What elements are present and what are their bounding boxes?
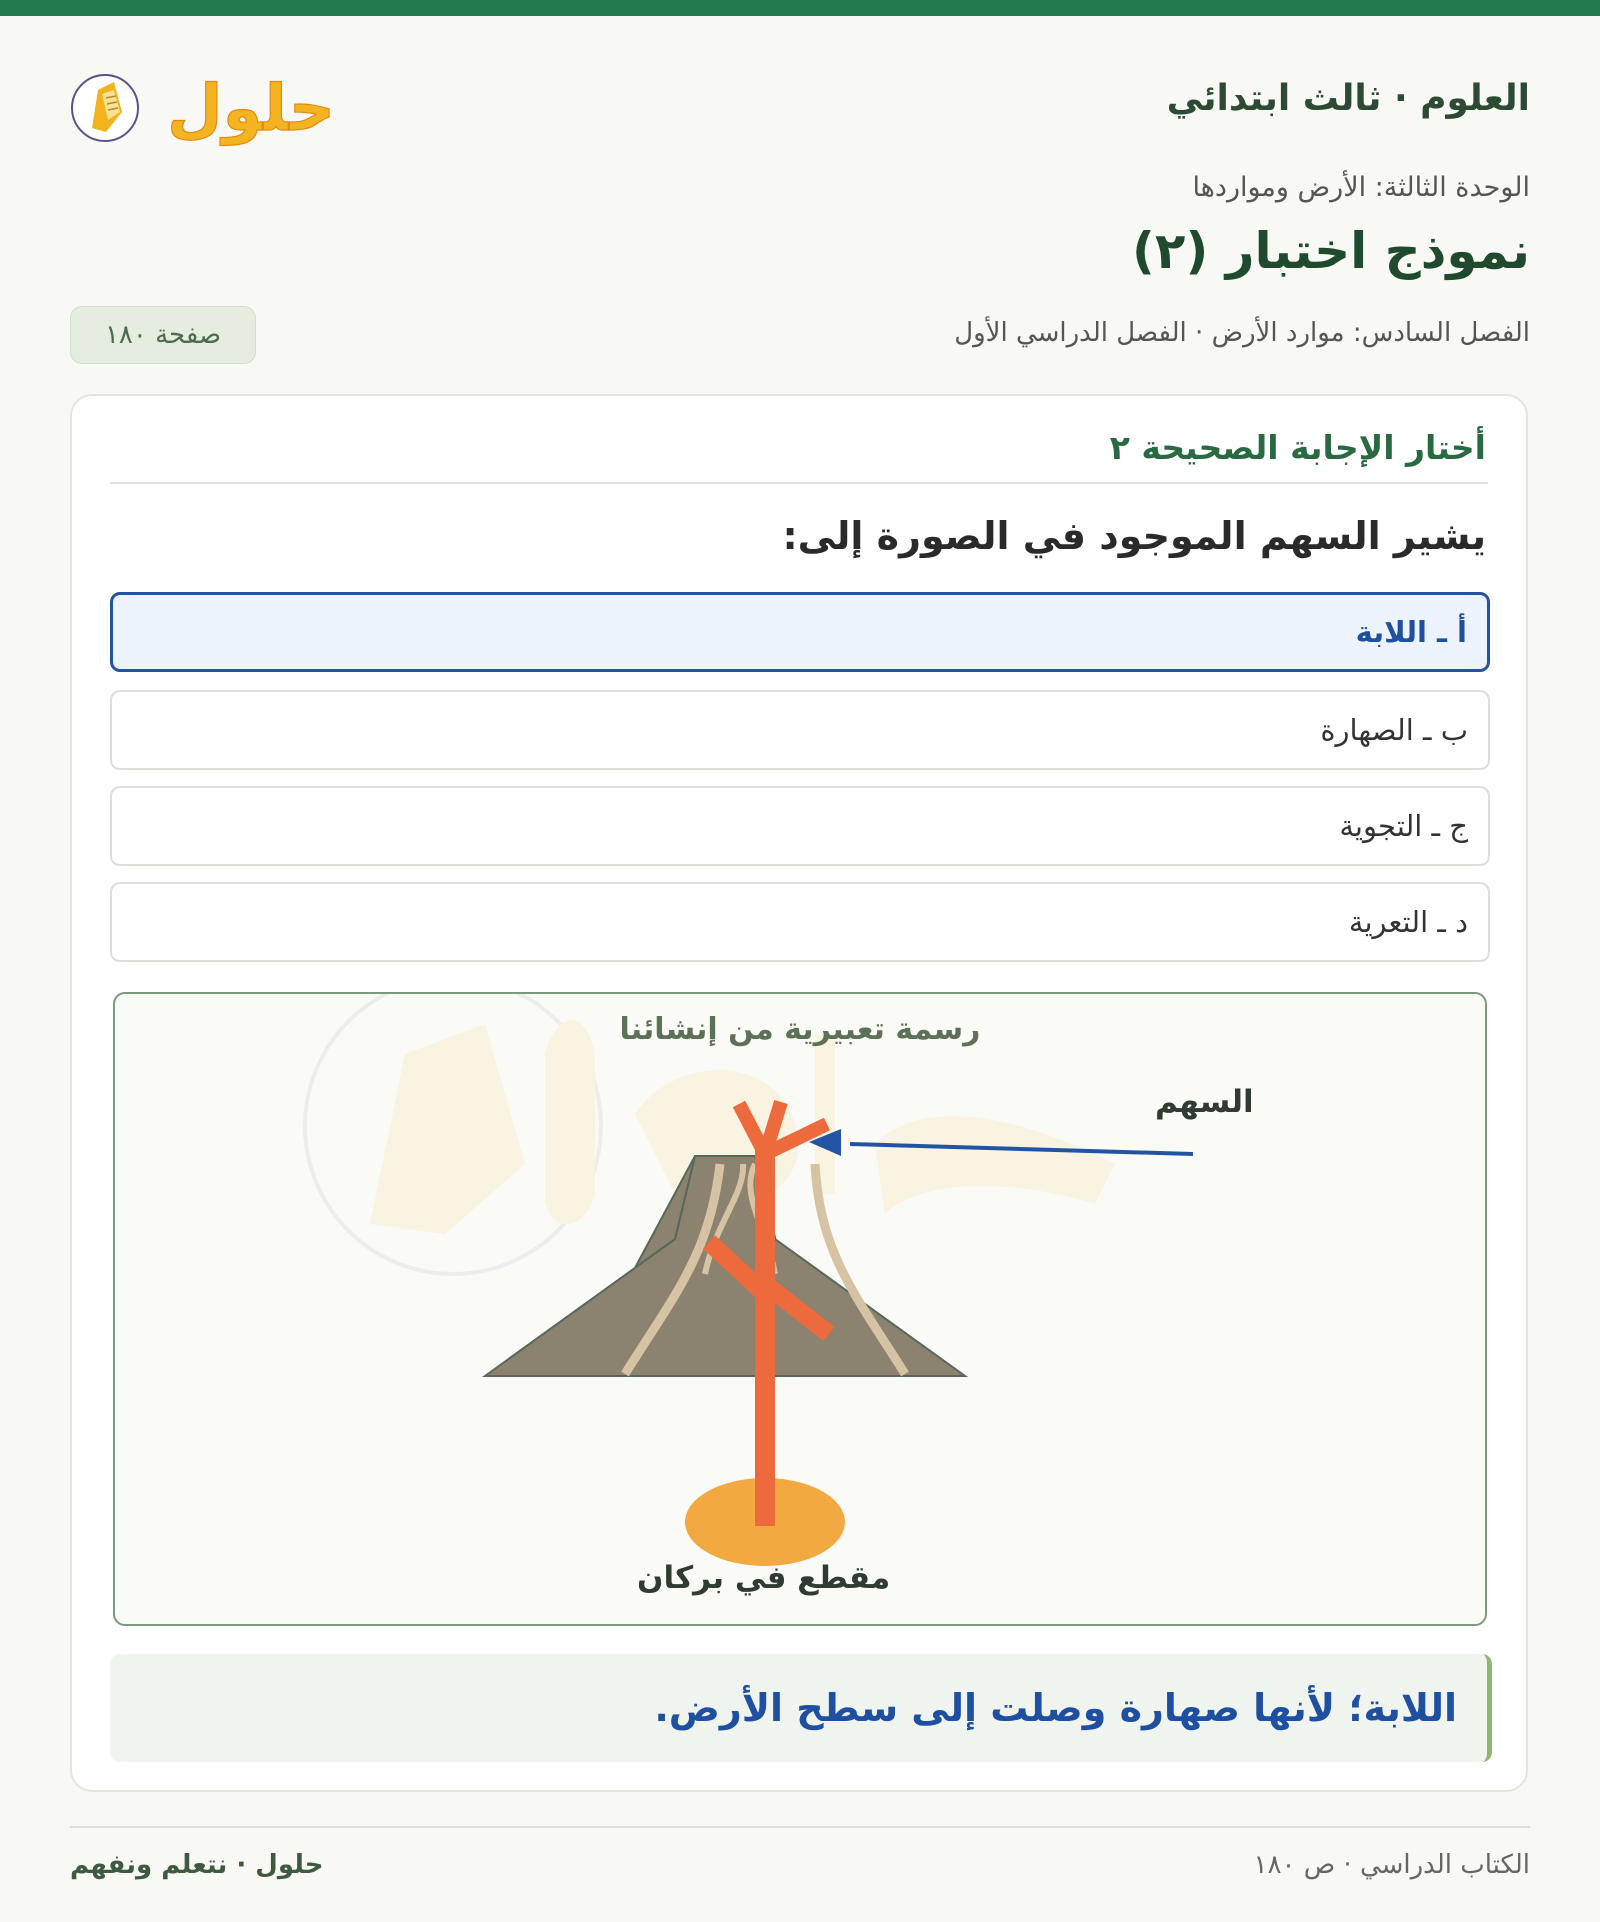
answer-text: اللابة؛ لأنها صهارة وصلت إلى سطح الأرض.	[654, 1686, 1457, 1730]
top-accent-bar	[0, 0, 1600, 16]
question-text: يشير السهم الموجود في الصورة إلى:	[782, 514, 1486, 558]
option-b[interactable]	[110, 690, 1490, 770]
option-c[interactable]	[110, 786, 1490, 866]
chapter-subtitle: الفصل السادس: موارد الأرض · الفصل الدراسي الأول	[954, 318, 1530, 348]
option-a[interactable]	[110, 592, 1490, 672]
question-card	[70, 394, 1528, 1792]
volcano-label: مقطع في بركان	[637, 1560, 891, 1596]
answer-box	[110, 1654, 1492, 1762]
logo-wordmark: حلول	[167, 72, 335, 146]
footer-divider	[70, 1826, 1530, 1828]
footer-brand: حلول · نتعلم ونفهم	[70, 1850, 324, 1880]
footer-source: الكتاب الدراسي · ص ١٨٠	[1253, 1850, 1530, 1880]
volcano-illustration	[115, 994, 1487, 1626]
page-header	[70, 50, 1530, 160]
figure-caption: رسمة تعبيرية من إنشائنا	[619, 1012, 981, 1047]
option-label: ج ـ التجوية	[1339, 809, 1468, 843]
option-d[interactable]	[110, 882, 1490, 962]
lava-conduit	[755, 1144, 775, 1526]
arrow-label: السهم	[1155, 1084, 1254, 1120]
unit-title: الوحدة الثالثة: الأرض ومواردها	[1192, 172, 1530, 203]
section-divider	[110, 482, 1488, 484]
subject-title: العلوم · ثالث ابتدائي	[1166, 78, 1530, 119]
page-title: نموذج اختبار (٢)	[1132, 222, 1530, 280]
volcano-figure	[113, 992, 1487, 1626]
hulul-logo	[70, 50, 340, 160]
option-label: ب ـ الصهارة	[1320, 713, 1468, 747]
option-label: د ـ التعرية	[1348, 905, 1468, 939]
page-number-badge: صفحة ١٨٠	[70, 306, 256, 364]
section-title: أختار الإجابة الصحيحة ٢	[1109, 428, 1486, 467]
option-label: أ ـ اللابة	[1355, 615, 1467, 649]
